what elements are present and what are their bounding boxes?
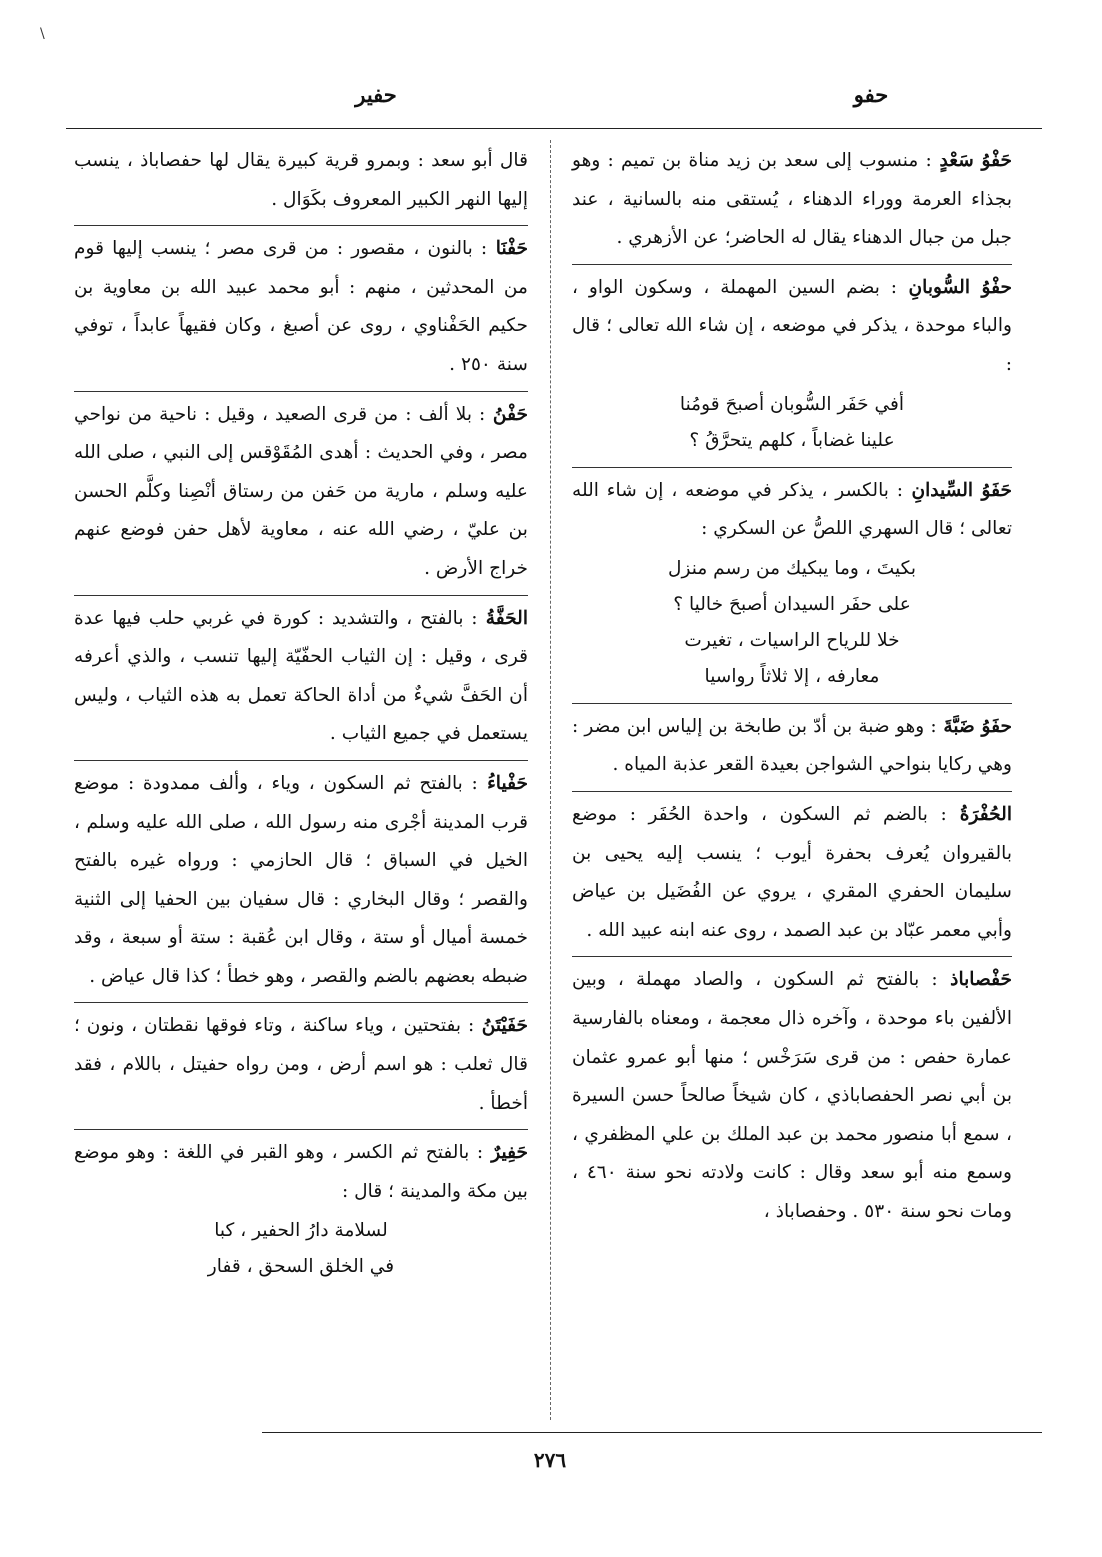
entry-paragraph [572, 708, 1012, 785]
dictionary-entry [572, 796, 1012, 957]
dictionary-entry [572, 708, 1012, 792]
entry-headword: الحُفْرَةُ [946, 803, 1012, 825]
dictionary-entry [74, 600, 528, 761]
poem-line: لسلامة دارُ الحفير ، كبا [214, 1220, 388, 1242]
entry-paragraph [74, 1134, 528, 1211]
dictionary-entry [74, 230, 528, 391]
entry-paragraph [572, 142, 1012, 258]
entry-definition: : بلا ألف : من قرى الصعيد ، وقيل : ناحية من نواحي مصر ، وفي الحديث : أهدى المُقَوْقس إلى النبي ، صلى الله عليه وسلم ، مارية من حَفن من رستاق أنْصِنا وكلَّم الحسن بن عليّ ، رضي الله عنه ، معاوية لأهل حفن فوضع عنهم خراج الأرض . [74, 403, 528, 579]
entry-headword: حَفْوُ سَعْدٍ [931, 150, 1013, 171]
corner-mark: \ [40, 26, 45, 42]
poem-line: خلا للرياح الراسيات ، تغيرت [684, 629, 900, 651]
dictionary-entry [572, 472, 1012, 704]
dictionary-entry [74, 765, 528, 1004]
entry-headword: حفَوُ ضَبَّةَ [936, 715, 1012, 737]
entry-paragraph [572, 269, 1012, 385]
poem-line: في الخلق السحق ، قفار [207, 1256, 395, 1278]
entry-definition: : وهو ضبة بن أدّ بن طابخة بن إلياس ابن مضر : وهي ركايا بنواحي الشواجن بعيدة القعر عذبة المياه . [572, 715, 1012, 776]
poem-line: علينا غضاباً ، كلهم يتحرَّقُ ؟ [689, 429, 895, 451]
entry-definition: : بالفتح ثم الكسر ، وهو القبر في اللغة : وهو موضع بين مكة والمدينة ؛ قال : [74, 1142, 528, 1202]
poem-verse-block [104, 1213, 498, 1285]
entry-definition: : منسوب إلى سعد بن زيد مناة بن تميم : وهو بجذاء العرمة ووراء الدهناء ، يُستقى منه بالسانية ، عند جبل من جبال الدهناء يقال له الحاضر؛ عن الأزهري . [572, 150, 1012, 249]
entry-definition: : بالنون ، مقصور : من قرى مصر ؛ ينسب إليها قوم من المحدثين ، منهم : أبو محمد عبيد الله بن معاوية بن حكيم الحَفْناوي ، روى عن أصبغ ، وكان فقيهاً عابداً ، توفي سنة ٢٥٠ . [74, 238, 528, 375]
entry-headword: حفْوُ السُّوبانِ [897, 276, 1012, 298]
entry-definition: : بفتحتين ، وياء ساكنة ، وتاء فوقها نقطتان ، ونون ؛ قال ثعلب : هو اسم أرض ، ومن رواه حفيتل ، باللام ، فقد أخطأ . [74, 1015, 528, 1114]
right-column [572, 142, 1012, 1241]
column-divider [550, 140, 551, 1420]
poem-verse-block [602, 387, 982, 459]
entry-headword: حَفْنُ [485, 403, 528, 425]
entry-definition: : بالفتح ، والتشديد : كورة في غربي حلب فيها عدة قرى ، وقيل : إن الثياب الحفّيّة إليها تنسب ، والذي أعرفه أن الحَفَّ شيءٌ من أداة الحاكة تعمل به هذه الثياب ، وليس يستعمل في جميع الثياب . [74, 607, 528, 745]
poem-line: على حفَر السيدان أصبحَ خاليا ؟ [673, 593, 911, 615]
entry-definition: : بالفتح ثم السكون ، وياء ، وألف ممدودة : موضع قرب المدينة أجْرى منه رسول الله ، صلى الله عليه وسلم ، الخيل في السباق ؛ قال الحازمي : ورواه غيره بالفتح والقصر ؛ وقال البخاري : قال سفيان بين الحفيا إلى الثنية خمسة أميال أو ستة ، وقال ابن عُقبة : ستة أو سبعة ، وقد ضبطه بعضهم بالضم والقصر ، وهو خطأ ؛ كذا قال عياض . [74, 772, 528, 987]
entry-definition: قال أبو سعد : وبمرو قرية كبيرة يقال لها حفصاباذ ، ينسب إليها النهر الكبير المعروف بكَوَال . [74, 150, 528, 210]
header-rule [66, 128, 1042, 129]
entry-headword: حَفْنَا [487, 238, 528, 260]
entry-headword: حَفْصاباذ [937, 969, 1012, 991]
poem-line: بكيتَ ، وما يبكيك من رسم منزل [667, 557, 917, 579]
entry-paragraph [74, 142, 528, 219]
entry-headword: حَفَيْتَنُ [474, 1015, 528, 1037]
entry-headword: حَفْياءُ [477, 772, 528, 794]
dictionary-entry [74, 142, 528, 226]
entry-paragraph [74, 396, 528, 589]
entry-paragraph [572, 961, 1012, 1231]
dictionary-entry [572, 961, 1012, 1237]
entry-paragraph [74, 230, 528, 384]
dictionary-entry [74, 396, 528, 596]
header-right-word: حفو [853, 82, 889, 107]
dictionary-entry [74, 1134, 528, 1293]
left-column [74, 142, 528, 1297]
entry-definition: : بضم السين المهملة ، وسكون الواو ، والباء موحدة ، يذكر في موضعه ، إن شاء الله تعالى ؛ قال : [572, 276, 1012, 375]
entry-definition: : بالكسر ، يذكر في موضعه ، إن شاء الله تعالى ؛ قال السهري اللصُّ عن السكري : [572, 479, 1012, 540]
entry-definition: : بالضم ثم السكون ، واحدة الحُفَر : موضع بالقيروان يُعرف بحفرة أيوب ؛ ينسب إليه يحيى بن سليمان الحفري المقري ، يروي عن الفُضَيل بن عياض وأبي معمر عبّاد بن عبد الصمد ، روى عنه ابنه عبيد الله . [572, 803, 1012, 941]
poem-line: أفي حَفَر السُّوبان أصبحَ قومُنا [679, 393, 905, 415]
entry-headword: حَفَوُ السِّيدانِ [903, 479, 1012, 501]
entry-paragraph [74, 1007, 528, 1123]
entry-paragraph [572, 796, 1012, 950]
entry-paragraph [74, 765, 528, 997]
entry-headword: حَفِيرٌ [483, 1142, 528, 1164]
dictionary-entry [74, 1007, 528, 1130]
poem-line: معارفه ، إلا ثلاثاً رواسيا [704, 665, 880, 687]
entry-paragraph [74, 600, 528, 754]
page-number: ٢٧٦ [533, 1448, 567, 1472]
dictionary-entry [572, 142, 1012, 265]
footer-rule [262, 1432, 1042, 1433]
entry-paragraph [572, 472, 1012, 549]
entry-headword: الحَفَّةُ [477, 607, 528, 629]
dictionary-entry [572, 269, 1012, 468]
entry-definition: : بالفتح ثم السكون ، والصاد مهملة ، وبين الألفين باء موحدة ، وآخره ذال معجمة ، ومعناه بالفارسية عمارة حفص : من قرى سَرَخْس ؛ منها أبو عمرو عثمان بن أبي نصر الحفصاباذي ، كان شيخاً صالحاً حسن السيرة ، سمع أبا منصور محمد بن عبد الملك بن علي المظفري ، وسمع منه أبو سعد وقال : كانت ولادته نحو سنة ٤٦٠ ، ومات نحو سنة ٥٣٠ . وحفصاباذ ، [572, 969, 1012, 1222]
poem-verse-block [602, 551, 982, 695]
header-left-word: حفير [355, 82, 397, 107]
running-header [66, 82, 1036, 112]
